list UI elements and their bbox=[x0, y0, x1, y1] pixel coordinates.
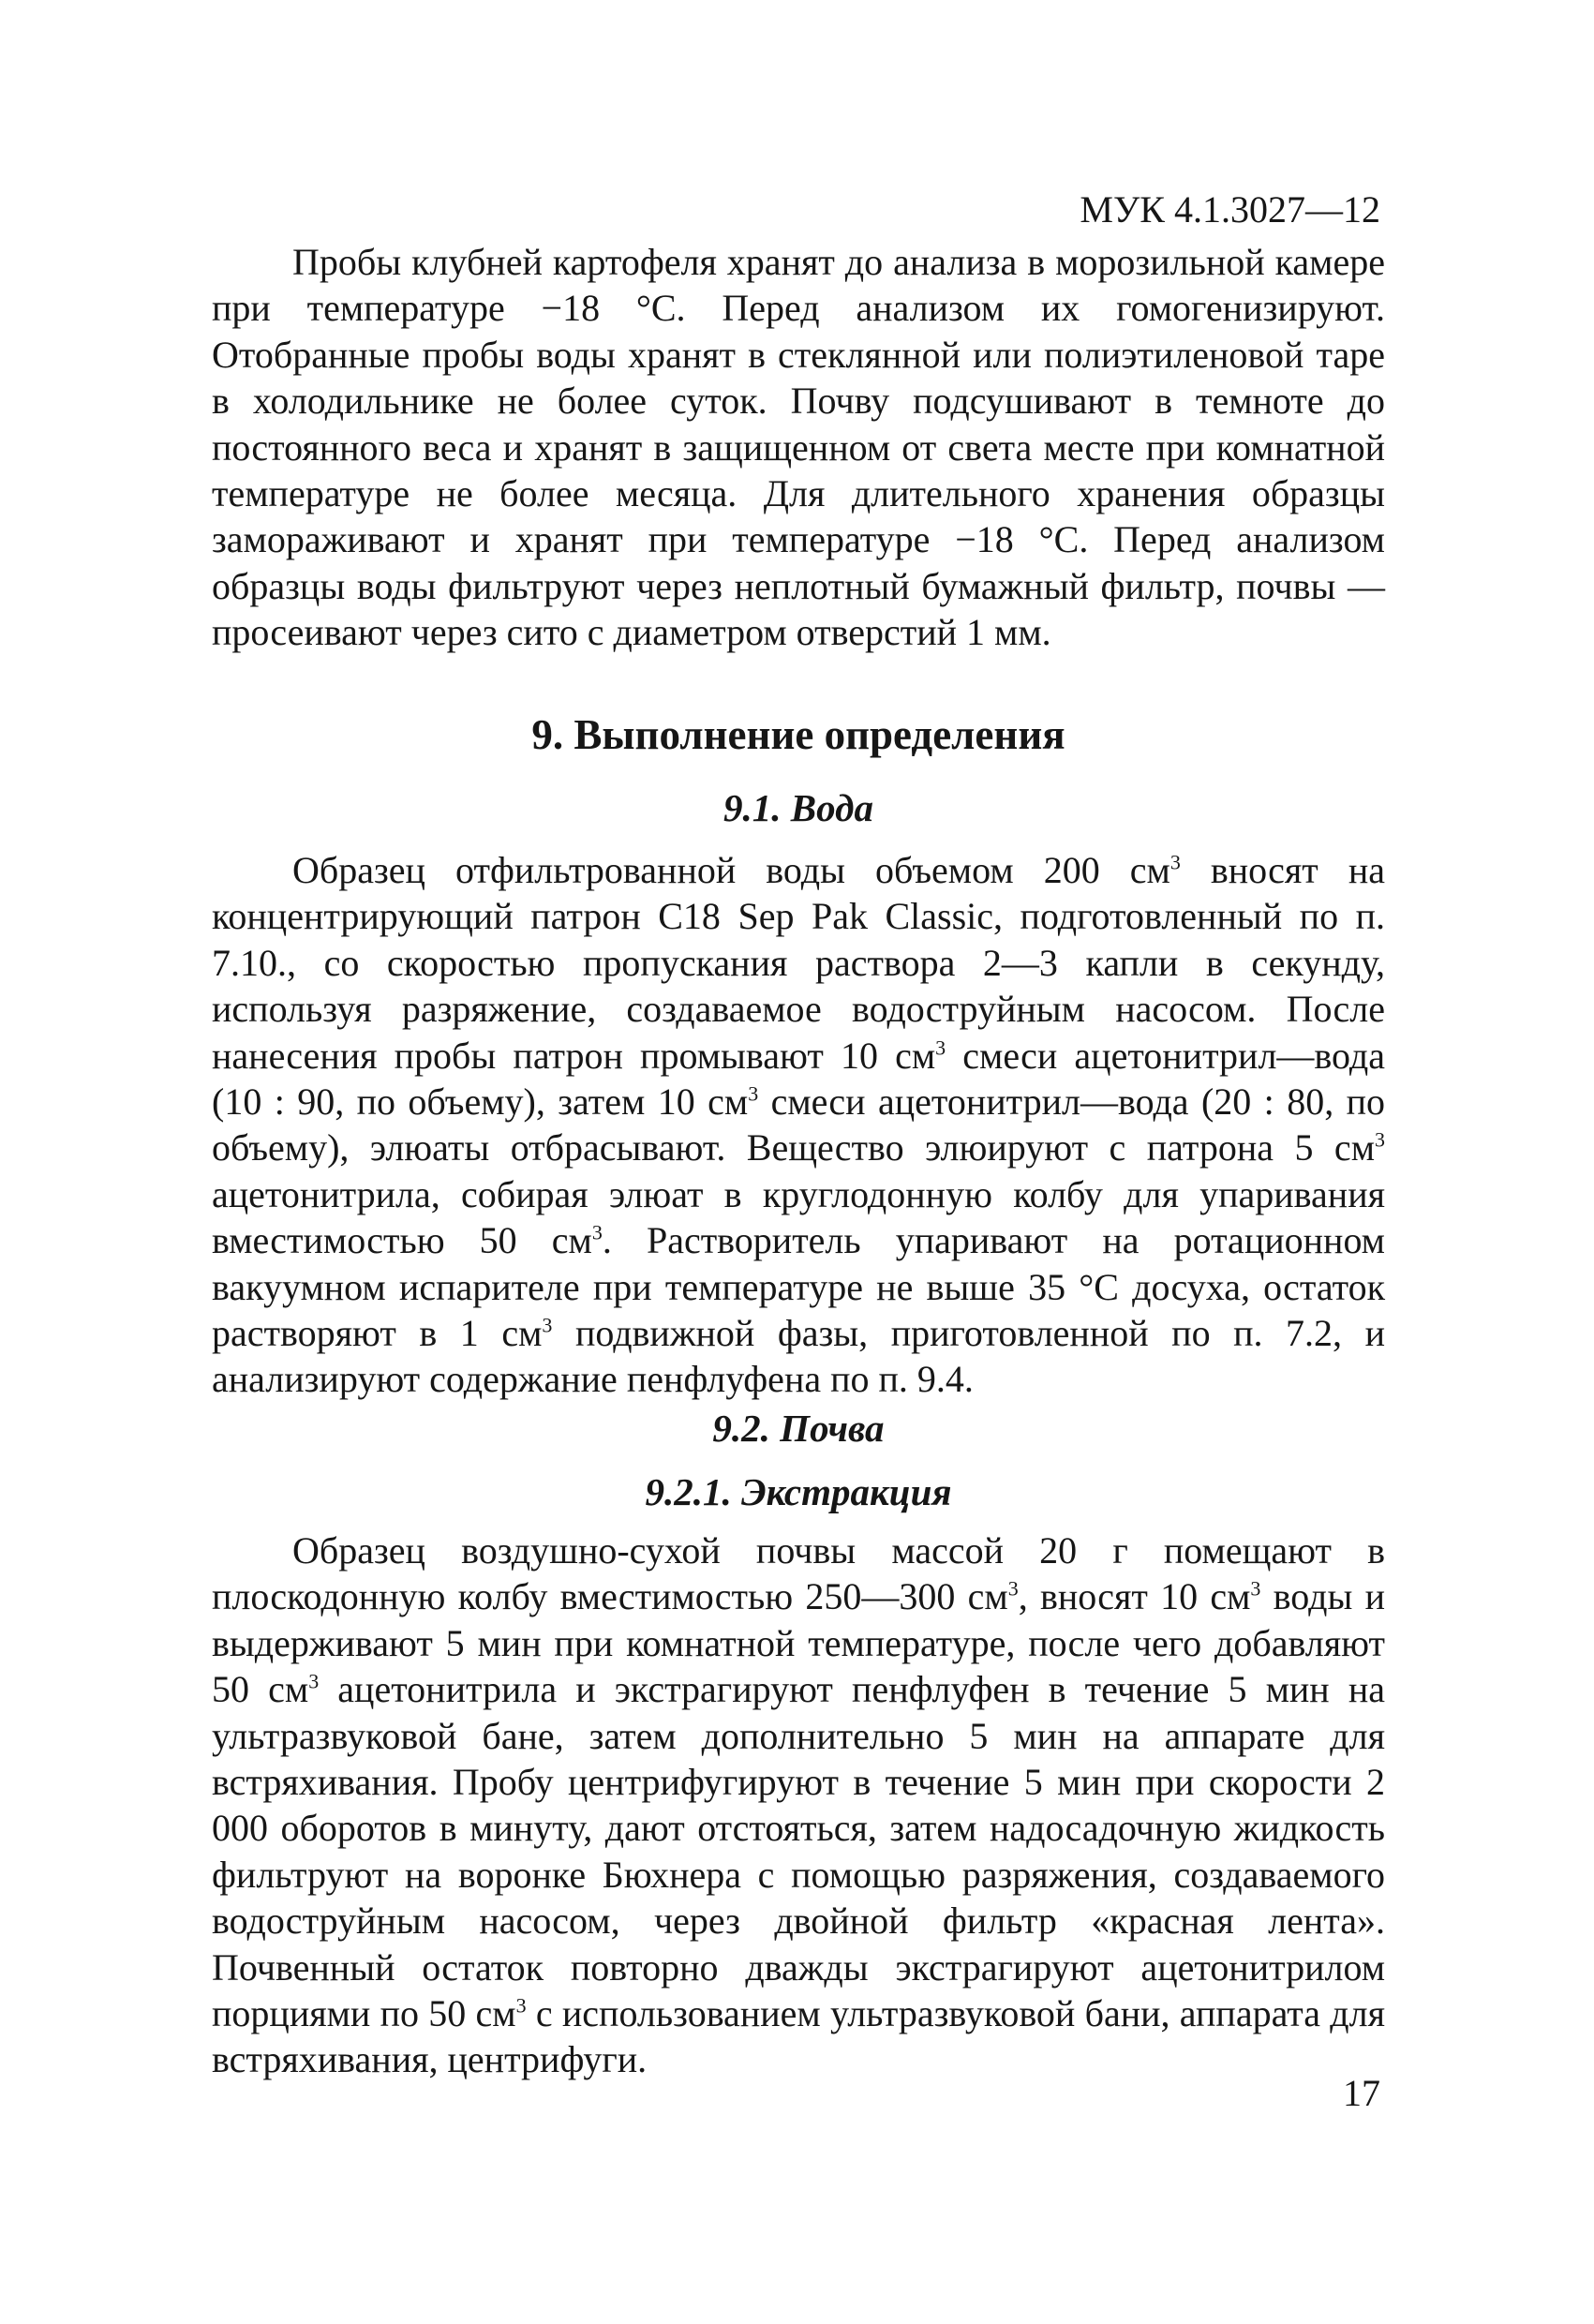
section-9-2-1-title: 9.2.1. Экстракция bbox=[645, 1470, 952, 1513]
intro-paragraph: Пробы клубней картофеля хранят до анализа в морозильной камере при температуре −18 °С. Перед анализом их гомогенизируют. Отобранные пробы воды хранят в стеклянной или полиэтиленовой таре в холодильнике не более суток. Почву подсушивают в темноте до постоянного веса и хранят в защищенном от света месте при комнатной температуре не более месяца. Для длительного хранения образцы замораживают и хранят при температуре −18 °С. Перед анализом образцы воды фильтруют через неплотный бумажный фильтр, почвы — просеивают через сито с диаметром отверстий 1 мм. bbox=[212, 241, 1385, 654]
section-9-2-1-paragraph: Образец воздушно-сухой почвы массой 20 г помещают в плоскодонную колбу вместимостью 250—300 $см^3$, вносят 10 $см^3$ воды и выдерживают 5 мин при комнатной температуре, после чего добавляют 50 $см^3$ ацетонитрила и экстрагируют пенфлуфен в течение 5 мин на ультразвуковой бане, затем дополнительно 5 мин на аппарате для встряхивания. Пробу центрифугируют в течение 5 мин при скорости 2 000 оборотов в минуту, дают отстояться, затем надосадочную жидкость фильтруют на воронке Бюхнера с помощью разряжения, создаваемого водоструйным насосом, через двойной фильтр «красная лента». Почвенный остаток повторно дважды экстрагируют ацетонитрилом порциями по 50 $см^3$ с использованием ультразвуковой бани, аппарата для встряхивания, центрифуги. bbox=[212, 1529, 1386, 2081]
page-number: 17 bbox=[1343, 2072, 1380, 2114]
section-9-1-paragraph: Образец отфильтрованной воды объемом 200 $см^3$ вносят на концентрирующий патрон C18 Sep Pak Classic, подготовленный по п. 7.10., со скоростью пропускания раствора 2—3 капли в секунду, используя разряжение, создаваемое водоструйным насосом. После нанесения пробы патрон промывают 10 $см^3$ смеси ацетонитрил—вода (10 : 90, по объему), затем 10 $см^3$ смеси ацетонитрил—вода (20 : 80, по объему), элюаты отбрасывают. Вещество элюируют с патрона 5 $см^3$ ацетонитрила, собирая элюат в круглодонную колбу для упаривания вместимостью 50 $см^3$. Растворитель упаривают на ротационном вакуумном испарителе при температуре не выше 35 °С досуха, остаток растворяют в 1 $см^3$ подвижной фазы, приготовленной по п. 7.2, и анализируют содержание пенфлуфена по п. 9.4. bbox=[212, 849, 1386, 1401]
section-9-2-title: 9.2. Почва bbox=[712, 1407, 885, 1450]
document-code-header: МУК 4.1.3027—12 bbox=[1080, 188, 1380, 231]
section-9-1-title: 9.1. Вода bbox=[723, 786, 873, 829]
section-9-title: 9. Выполнение определения bbox=[531, 711, 1065, 758]
